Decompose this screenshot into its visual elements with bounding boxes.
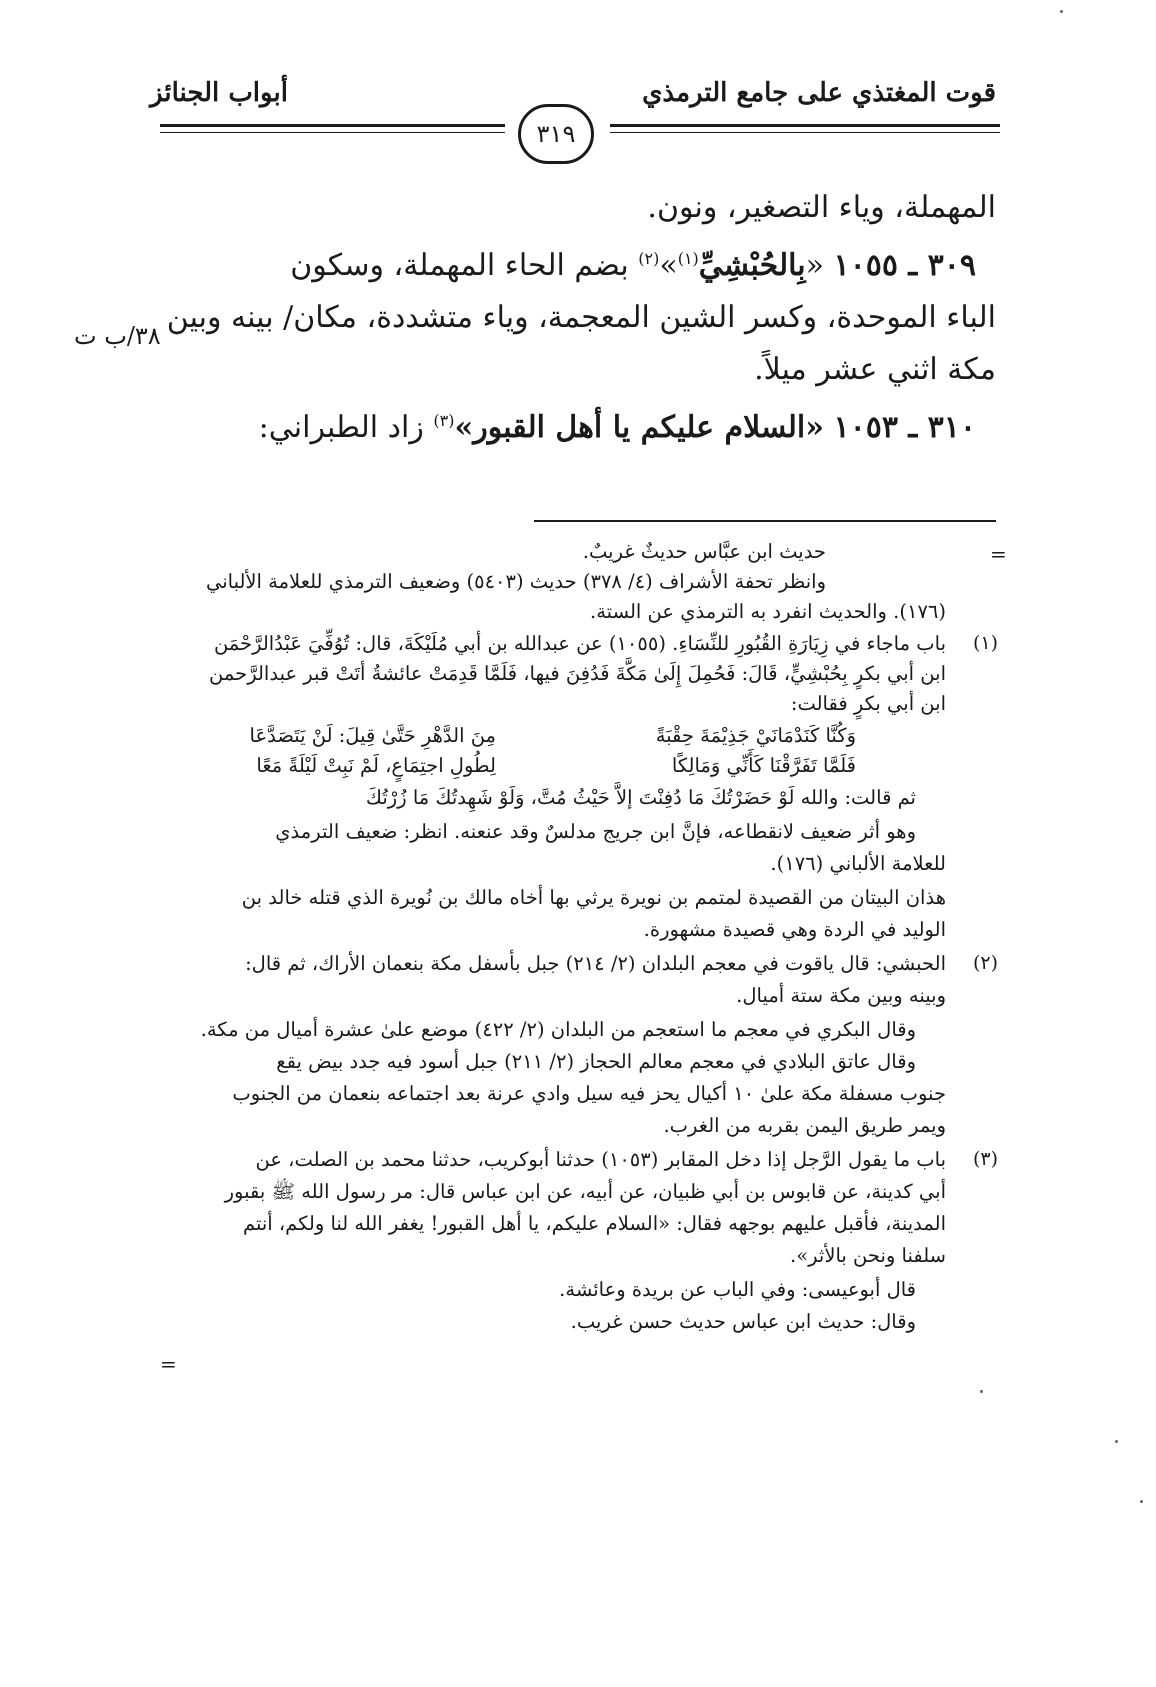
footnote-line: جنوب مسفلة مكة علىٰ ١٠ أكيال يحز فيه سيل وادي عرنة بعد اجتماعه بنعمان من الجنوب [232, 1082, 946, 1105]
chapter-title: أبواب الجنائز [150, 78, 288, 108]
entry-term: بِالحُبْشِيِّ [698, 248, 806, 283]
book-title: قوت المغتذي على جامع الترمذي [642, 78, 996, 108]
footnote-number: (٢) [972, 952, 998, 974]
page-number: ٣١٩ [518, 104, 594, 164]
continuation-mark: = [990, 542, 1007, 566]
footnote-number: (٣) [972, 1148, 998, 1170]
body-line: الباء الموحدة، وكسر الشين المعجمة، وياء متشددة، مكان/ بينه وبين [166, 300, 996, 335]
continuation-mark: = [160, 1352, 177, 1376]
footnote-ref-3: (٣) [433, 411, 455, 430]
footnote-line: وقال البكري في معجم ما استعجم من البلدان (٢/ ٤٢٢) موضع علىٰ عشرة أميال من مكة. [200, 1018, 916, 1041]
footnote-line: أبي كدينة، عن قابوس بن أبي ظبيان، عن أبيه، عن ابن عباس قال: مر رسول الله ﷺ بقبور [224, 1180, 946, 1203]
footnote-line: وانظر تحفة الأشراف (٤/ ٣٧٨) حديث (٥٤٠٣) وضعيف الترمذي للعلامة الألباني [205, 570, 826, 593]
entry-310 [259, 410, 976, 445]
scan-speck [1140, 1500, 1143, 1503]
footnote-line: الحبشي: قال ياقوت في معجم البلدان (٢/ ٢١٤) جبل بأسفل مكة بنعمان الأراك، ثم قال: [245, 952, 946, 975]
entry-quote: «السلام عليكم يا أهل القبور» [454, 410, 824, 445]
header-rule-right [610, 124, 1000, 127]
footnote-ref-2: (٢) [638, 249, 660, 268]
footnote-line: للعلامة الألباني (١٧٦). [770, 852, 946, 875]
footnote-line: وبينه وبين مكة ستة أميال. [736, 984, 946, 1007]
verse-hemistich-b: مِنَ الدَّهْرِ حَتَّىٰ قِيلَ: لَنْ يَتَصَدَّعَا [249, 724, 496, 747]
footnote-line: حديث ابن عبَّاس حديثٌ غريبٌ. [582, 540, 826, 563]
footnote-line: وقال عاتق البلادي في معجم معالم الحجاز (٢/ ٢١١) جبل أسود فيه جدد بيض يقع [276, 1050, 916, 1073]
footnote-line: باب ما يقول الرَّجل إذا دخل المقابر (١٠٥٣) حدثنا أبوكريب، حدثنا محمد بن الصلت، عن [255, 1148, 946, 1171]
footnote-line: (١٧٦). والحديث انفرد به الترمذي عن الستة. [590, 600, 946, 623]
header-rule-left-thin [160, 132, 505, 133]
footnote-line: باب ماجاء في زِيَارَةِ القُبُورِ للنِّسَاءِ. (١٠٥٥) عن عبدالله بن أبي مُلَيْكَةَ، قال: تُوُفِّيَ عَبْدُالرَّحْمَن [213, 632, 946, 655]
footnote-line: المدينة، فأقبل عليهم بوجهه فقال: «السلام عليكم، يا أهل القبور! يغفر الله لنا ولكم، أنتم [242, 1212, 946, 1235]
header-rule-right-thin [610, 132, 1000, 133]
footnote-line: وقال: حديث ابن عباس حديث حسن غريب. [570, 1310, 916, 1333]
quote-open: « [805, 248, 824, 283]
footnote-line: ويمر طريق اليمن بقربه من الغرب. [663, 1114, 946, 1137]
footnote-line: ابن أبي بكرٍ بِحُبْشِيٍّ، قَالَ: فَحُمِلَ إِلَىٰ مَكَّةَ فَدُفِنَ فيها، فَلَمَّا قَدِمَتْ عائشةُ أتَتْ قبر عبدالرَّحمن [209, 662, 946, 685]
footnote-line: ثم قالت: والله لَوْ حَضَرْتُكَ مَا دُفِنْتَ إلاَّ حَيْثُ مُتَّ، وَلَوْ شَهِدتُكَ مَا زُرْتُكَ [365, 786, 916, 809]
entry-text: بضم الحاء المهملة، وسكون [290, 248, 639, 283]
body-line: مكة اثني عشر ميلاً. [754, 352, 996, 387]
scan-speck [1060, 10, 1063, 13]
body-line: المهملة، وياء التصغير، ونون. [647, 190, 996, 225]
entry-number: ٣١٠ ـ ١٠٥٣ [833, 410, 976, 445]
scan-speck [980, 1390, 983, 1393]
quote-close: » [659, 248, 678, 283]
header-rule-left [160, 124, 505, 127]
footnote-line: سلفنا ونحن بالأثر». [790, 1244, 946, 1267]
footnote-line: هذان البيتان من القصيدة لمتمم بن نويرة يرثي بها أخاه مالك بن نُويرة الذي قتله خالد بن [241, 886, 946, 909]
footnote-line: ابن أبي بكرٍ فقالت: [790, 692, 946, 715]
footnote-ref-1: (١) [677, 249, 699, 268]
entry-309 [290, 248, 976, 283]
footnote-line: وهو أثر ضعيف لانقطاعه، فإنَّ ابن جريج مدلسٌ وقد عنعنه. انظر: ضعيف الترمذي [275, 820, 916, 843]
verse-hemistich-b: لِطُولِ اجتِمَاعٍ، لَمْ نَبِتْ لَيْلَةً مَعًا [256, 754, 496, 777]
footnote-number: (١) [972, 632, 998, 654]
footnote-line: قال أبوعيسى: وفي الباب عن بريدة وعائشة. [559, 1278, 916, 1301]
footnote-separator [534, 520, 996, 522]
manuscript-folio-ref: ٣٨/ب ت [74, 322, 161, 350]
footnote-line: الوليد في الردة وهي قصيدة مشهورة. [643, 918, 946, 941]
verse-hemistich-a: وَكُنَّا كَنَدْمَانَيْ جَذِيْمَةَ حِقْبَةً [655, 724, 856, 747]
entry-number: ٣٠٩ ـ ١٠٥٥ [833, 248, 976, 283]
scan-speck [1115, 1440, 1118, 1443]
entry-text: زاد الطبراني: [258, 410, 434, 445]
verse-hemistich-a: فَلَمَّا تَفَرَّقْنَا كَأَنِّي وَمَالِكًا [671, 754, 856, 777]
